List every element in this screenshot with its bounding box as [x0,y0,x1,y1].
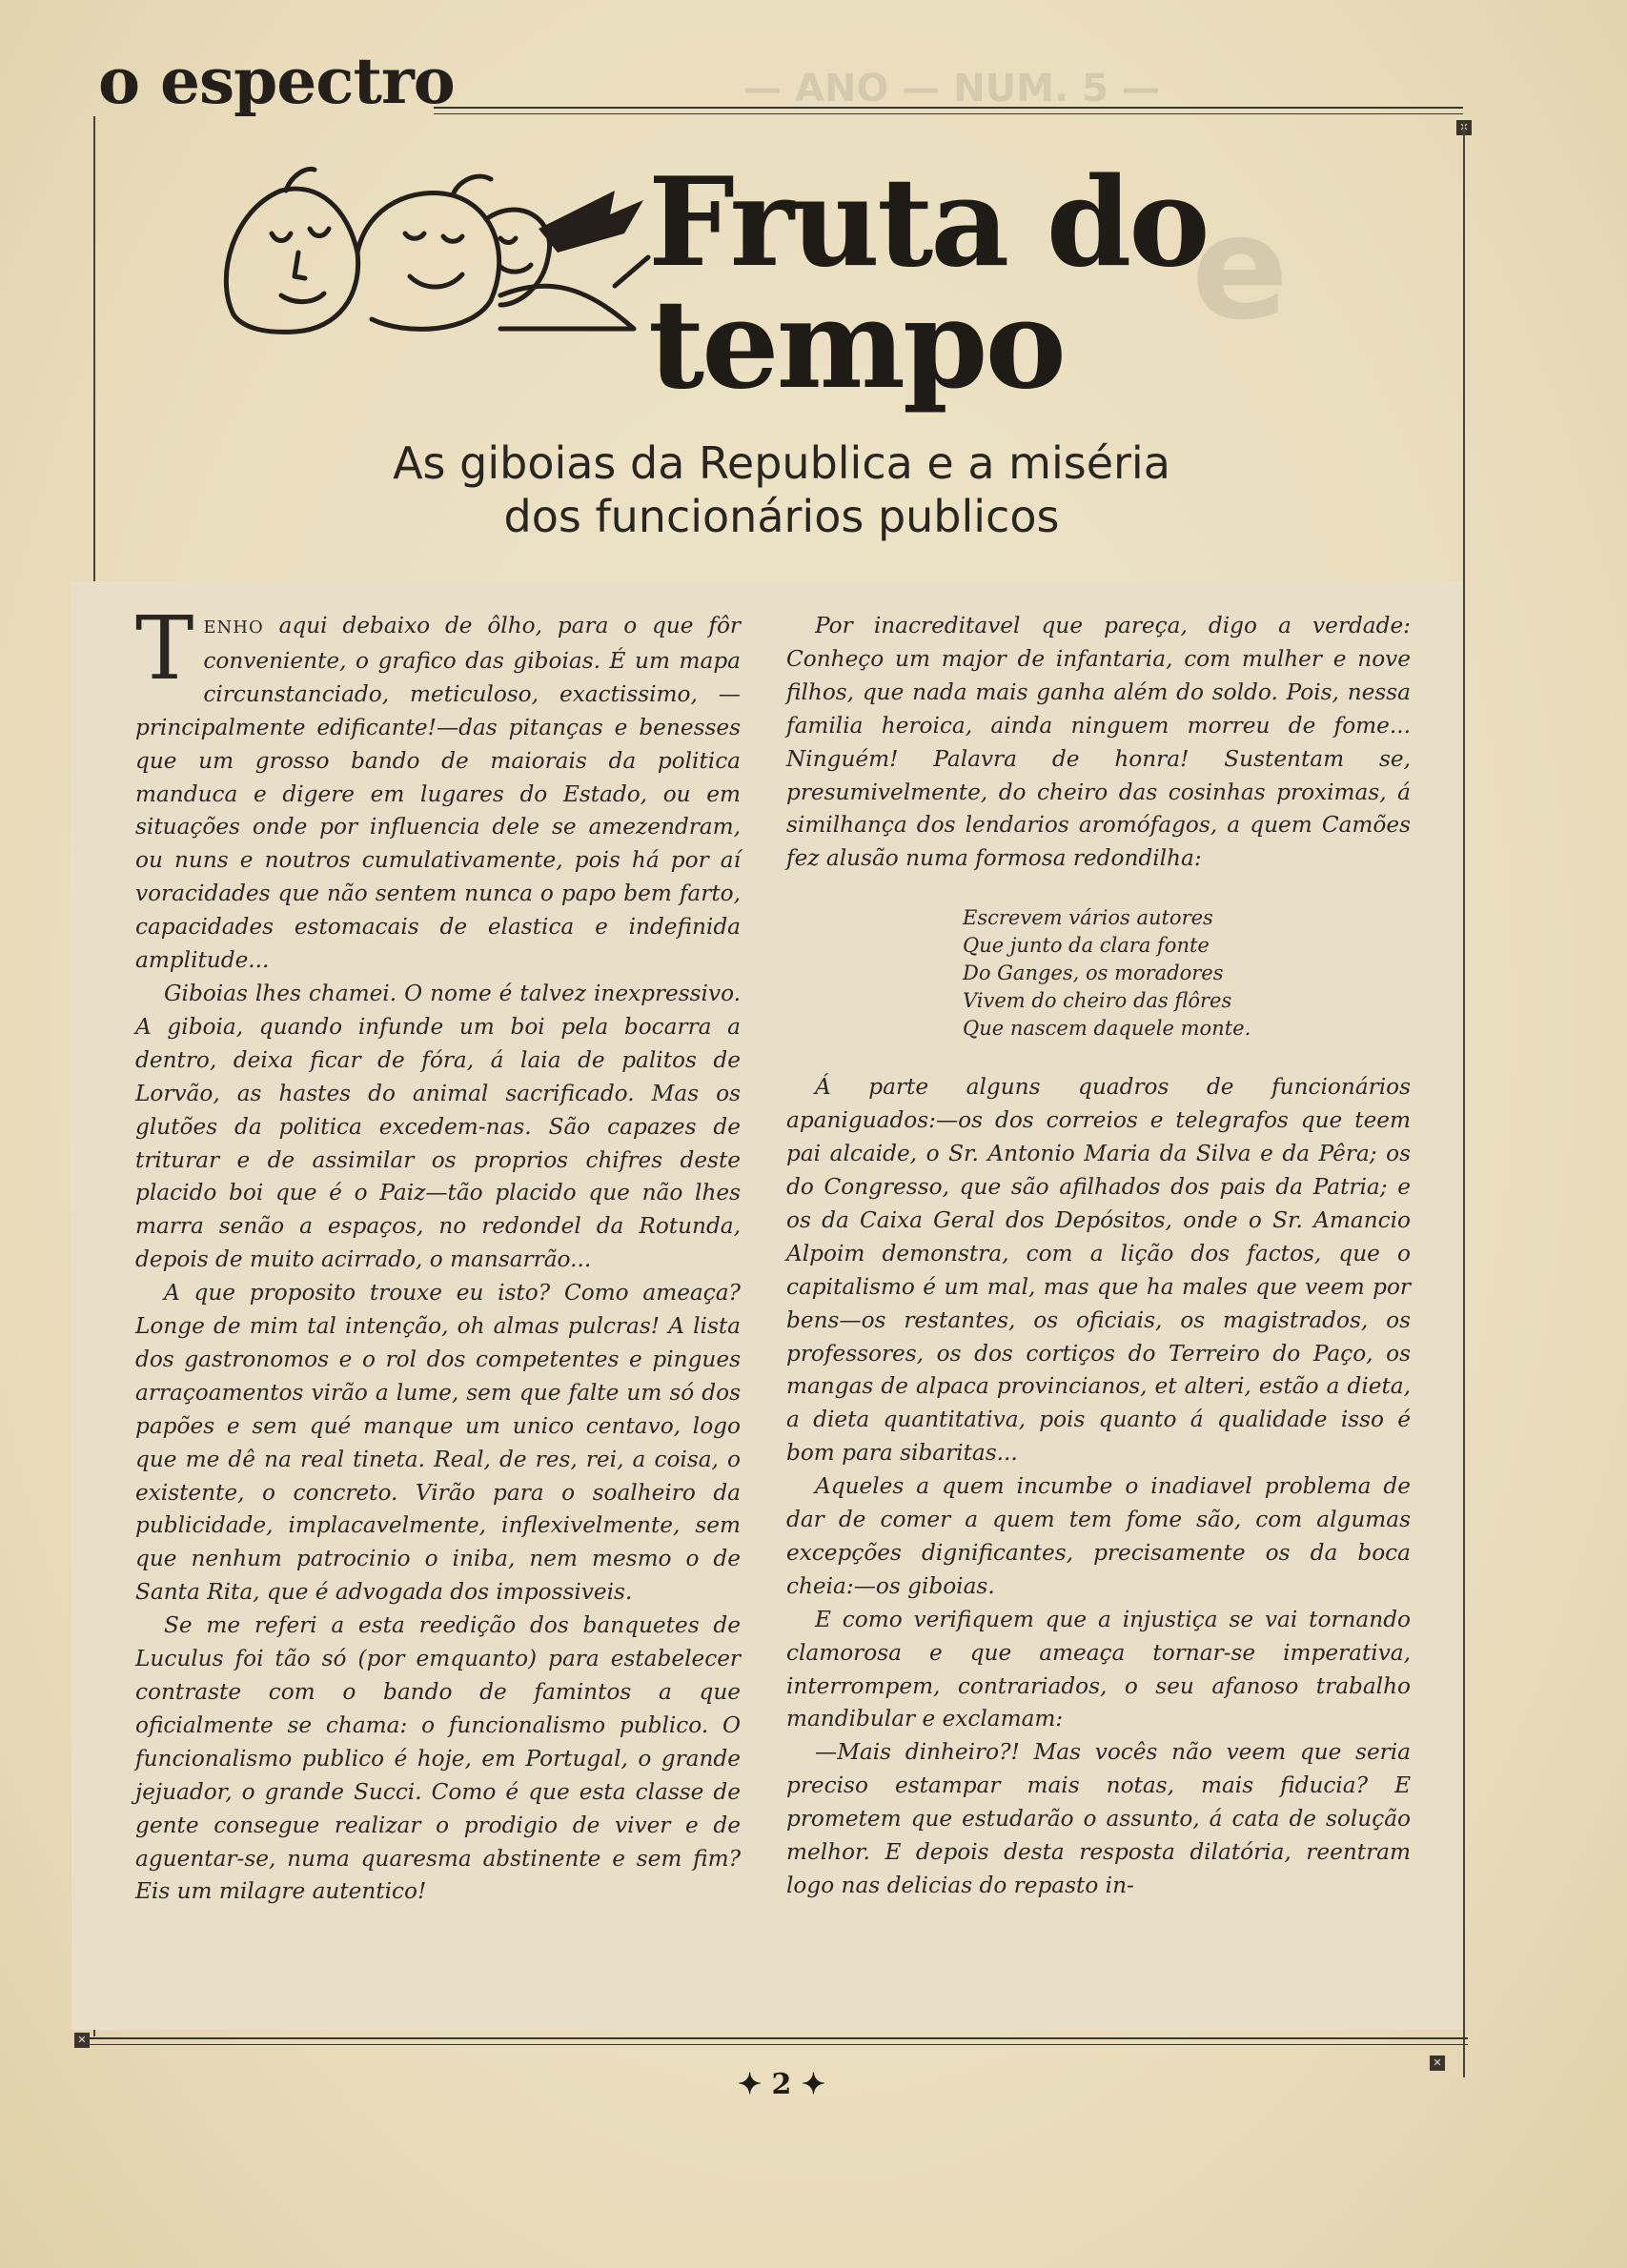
poem-quote [963,904,1411,1043]
frame-bottom-rule [81,2037,1468,2039]
ornament-corner-icon: ✕ [1456,120,1472,135]
article-headline [124,436,1439,543]
article-paragraph: —Mais dinheiro?! Mas vocês não veem que seria preciso estampar mais notas, mais fiducia? E prometem que estudarão o assunto, á cata de solução melhor. E depois desta resposta dilatória, reentram logo nas delicias do repasto in- [786,1739,1411,1898]
show-through-text: — ANO — NUM. 5 — [743,67,1160,111]
first-word: ENHO [203,618,264,638]
article-column-right [786,610,1411,1903]
ornament-corner-icon: ✕ [1430,2055,1445,2071]
article-paragraph: A que proposito trouxe eu isto? Como ameaça? Longe de mim tal intenção, oh almas pulcras! A lista dos gastronomos e o rol dos competentes e pingues arraçoamentos virão a lume, sem que falte um só dos papões e sem qué manque um unico centavo, logo que me dê na real tineta. Real, de res, rei, a coisa, o existente, o concreto. Virão para o soalheiro da publicidade, implacavelmente, inflexivelmente, sem que nenhum patrocinio o iniba, nem mesmo o de Santa Rita, que é advogada dos impossiveis. [135,1280,741,1606]
section-title: Fruta do tempo [648,152,1208,416]
frame-bottom-rule [81,2044,1468,2045]
page-number: ✦ 2 ✦ [737,2068,826,2101]
poem-line: Que junto da clara fonte [963,934,1210,958]
top-rule [434,107,1463,109]
article-paragraph: Por inacreditavel que pareça, digo a verdade: Conheço um major de infantaria, com mulher e nove filhos, que nada mais ganha além do soldo. Pois, nessa familia heroica, ainda ninguem morreu de fome... Ninguém! Palavra de honra! Sustentam se, presumivelmente, do cheiro das cosinhas proximas, á similhança dos lendarios aromófagos, a quem Camões fez alusão numa formosa redondilha: [786,613,1411,872]
article-paragraph [135,597,741,978]
frame-right-rule [1463,124,1465,2077]
poem-line: Escrevem vários autores [963,906,1213,930]
article-paragraph: Se me referi a esta reedição dos banquetes de Luculus foi tão só (por emquanto) para estabelecer contraste com o bando de famintos a que oficialmente se chama: o funcionalismo publico. O funcionalismo publico é hoje, em Portugal, o grande jejuador, o grande Succi. Como é que esta classe de gente consegue realizar o prodigio de viver e de aguentar-se, numa quaresma abstinente e sem fim? Eis um milagre autentico! [135,1612,741,1905]
article-paragraph: Giboias lhes chamei. O nome é talvez inexpressivo. A giboia, quando infunde um boi pela bocarra a dentro, deixa ficar de fóra, á laia de palitos de Lorvão, as hastes do animal sacrificado. Mas os glutões da politica excedem-nas. São capazes de triturar e de assimilar os proprios chifres deste placido boi que é o Paiz—tão placido que não lhes marra senão a espaços, no redondel da Rotunda, depois de muito acirrado, o mansarrão... [135,980,741,1273]
poem-line: Vivem do cheiro das flôres [963,989,1232,1013]
paragraph-text: aqui debaixo de ôlho, para o que fôr conveniente, o grafico das giboias. É um mapa circunstanciado, meticuloso, exactissimo, —principalmente edificante!—das pitanças e benesses que um grosso bando de maiorais da politica manduca e digere em lugares do Estado, ou em situações onde por influencia dele se amezendram, ou nuns e noutros cumulativamente, pois há por aí voracidades que não sentem nunca o papo bem farto, capacidades estomacais de elastica e indefinida amplitude... [135,613,741,974]
show-through-text: e [1191,186,1289,352]
article-column-left [135,597,741,1909]
masthead-title: o espectro [98,44,455,118]
headline-line: As giboias da Republica e a miséria [393,437,1170,489]
poem-line: Que nascem daquele monte. [963,1017,1251,1041]
article-paragraph: Á parte alguns quadros de funcionários apaniguados:—os dos correios e telegrafos que teem pai alcaide, o Sr. Antonio Maria da Silva e da Pêra; os do Congresso, que são afilhados dos pais da Patria; e os da Caixa Geral dos Depósitos, onde o Sr. Amancio Alpoim demonstra, com a lição dos factos, que o capitalismo é um mal, mas que ha males que veem por bens—os restantes, os oficiais, os magistrados, os professores, os dos cortiços do Terreiro do Paço, os mangas de alpaca provincianos, et alteri, estão a dieta, a dieta quantitativa, pois quanto á qualidade isso é bom para sibaritas... [786,1074,1411,1467]
top-rule [434,113,1463,114]
poem-line: Do Ganges, os moradores [963,962,1224,985]
article-paragraph: Aqueles a quem incumbe o inadiavel problema de dar de comer a quem tem fome são, com algumas excepções dignificantes, precisamente os da boca cheia:—os giboias. [786,1473,1411,1599]
ornament-corner-icon: ✕ [74,2033,90,2048]
drop-cap: T [135,597,194,699]
article-paragraph: E como verifiquem que a injustiça se vai tornando clamorosa e que ameaça tornar-se imperativa, interrompem, contrariados, o seu afanoso trabalho mandibular e exclamam: [786,1606,1411,1732]
headline-line: dos funcionários publicos [503,491,1060,542]
fruit-illustration [214,162,653,338]
